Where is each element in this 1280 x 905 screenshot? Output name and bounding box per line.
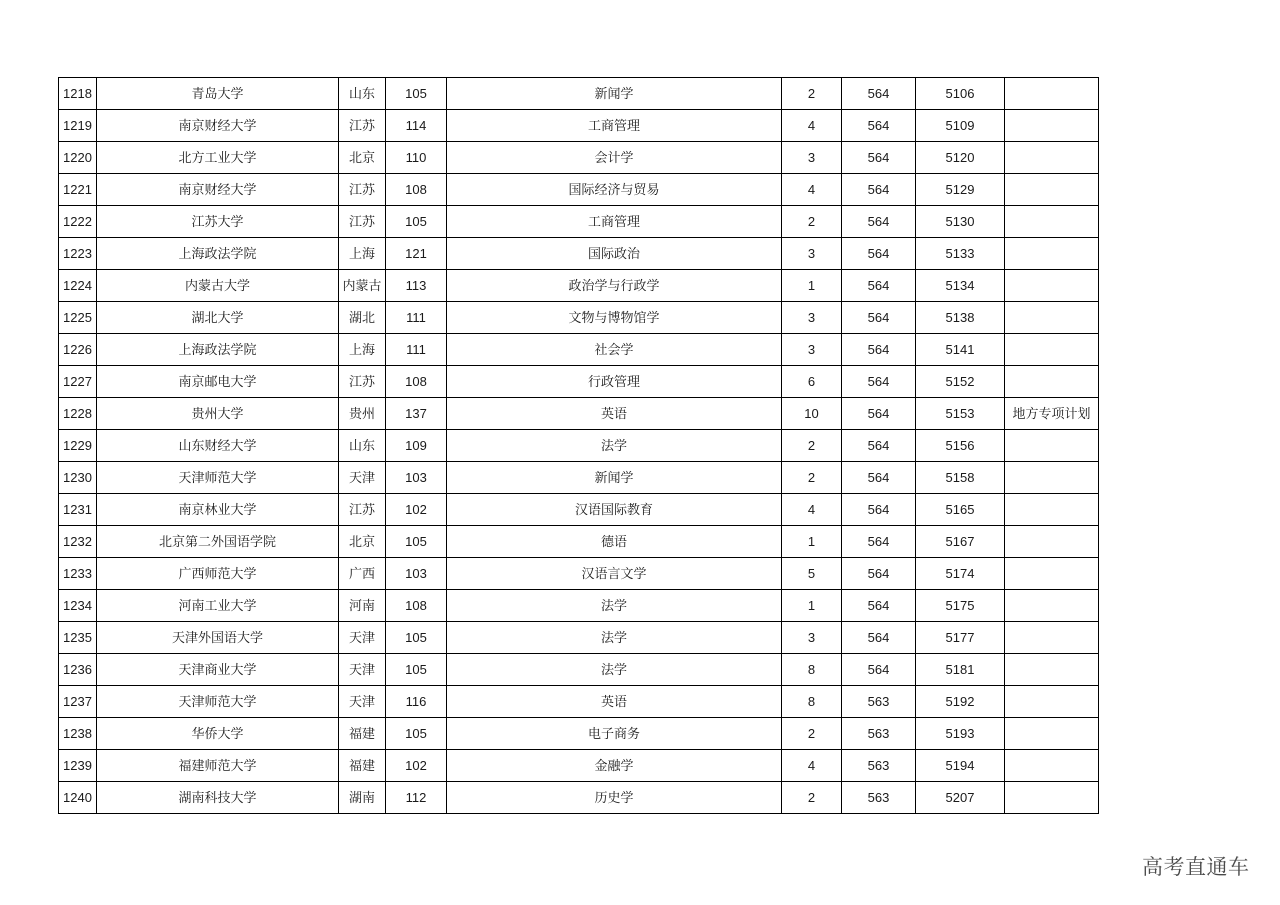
note-cell [1005,494,1099,526]
plan-count-cell: 10 [782,398,842,430]
major-cell: 汉语言文学 [447,558,782,590]
score-cell: 563 [842,686,916,718]
rank-cell: 5133 [916,238,1005,270]
school-name-cell: 北京第二外国语学院 [97,526,339,558]
row-number-cell: 1235 [59,622,97,654]
major-cell: 历史学 [447,782,782,814]
school-name-cell: 河南工业大学 [97,590,339,622]
table-body [59,78,1099,814]
rank-cell: 5106 [916,78,1005,110]
school-name-cell: 天津师范大学 [97,686,339,718]
score-cell: 564 [842,334,916,366]
score-cell: 563 [842,750,916,782]
table-row [59,590,1099,622]
note-cell [1005,590,1099,622]
score-cell: 564 [842,398,916,430]
code-cell: 108 [386,174,447,206]
major-cell: 英语 [447,398,782,430]
rank-cell: 5181 [916,654,1005,686]
major-cell: 文物与博物馆学 [447,302,782,334]
rank-cell: 5109 [916,110,1005,142]
note-cell [1005,238,1099,270]
score-cell: 564 [842,238,916,270]
score-cell: 564 [842,142,916,174]
table-row [59,782,1099,814]
table-row [59,686,1099,718]
plan-count-cell: 5 [782,558,842,590]
note-cell [1005,366,1099,398]
plan-count-cell: 4 [782,174,842,206]
province-cell: 山东 [339,430,386,462]
score-cell: 564 [842,366,916,398]
row-number-cell: 1221 [59,174,97,206]
note-cell [1005,558,1099,590]
plan-count-cell: 4 [782,110,842,142]
rank-cell: 5193 [916,718,1005,750]
code-cell: 102 [386,750,447,782]
rank-cell: 5141 [916,334,1005,366]
note-cell [1005,110,1099,142]
code-cell: 121 [386,238,447,270]
rank-cell: 5153 [916,398,1005,430]
row-number-cell: 1229 [59,430,97,462]
score-cell: 563 [842,782,916,814]
note-cell [1005,750,1099,782]
code-cell: 116 [386,686,447,718]
school-name-cell: 上海政法学院 [97,238,339,270]
plan-count-cell: 4 [782,750,842,782]
school-name-cell: 南京财经大学 [97,174,339,206]
score-cell: 564 [842,558,916,590]
table-row [59,142,1099,174]
admission-score-table [58,77,1099,814]
note-cell [1005,174,1099,206]
table-row [59,302,1099,334]
rank-cell: 5129 [916,174,1005,206]
table-row [59,238,1099,270]
row-number-cell: 1236 [59,654,97,686]
plan-count-cell: 3 [782,334,842,366]
major-cell: 工商管理 [447,110,782,142]
watermark-text: 高考直通车 [1142,856,1250,879]
row-number-cell: 1224 [59,270,97,302]
note-cell [1005,206,1099,238]
rank-cell: 5152 [916,366,1005,398]
note-cell [1005,430,1099,462]
rank-cell: 5174 [916,558,1005,590]
row-number-cell: 1240 [59,782,97,814]
province-cell: 福建 [339,750,386,782]
row-number-cell: 1219 [59,110,97,142]
plan-count-cell: 8 [782,686,842,718]
table-row [59,462,1099,494]
province-cell: 天津 [339,654,386,686]
plan-count-cell: 2 [782,718,842,750]
score-cell: 564 [842,590,916,622]
note-cell [1005,782,1099,814]
school-name-cell: 南京邮电大学 [97,366,339,398]
note-cell [1005,78,1099,110]
note-cell [1005,270,1099,302]
school-name-cell: 湖南科技大学 [97,782,339,814]
table-row [59,494,1099,526]
school-name-cell: 北方工业大学 [97,142,339,174]
code-cell: 105 [386,622,447,654]
school-name-cell: 广西师范大学 [97,558,339,590]
score-cell: 564 [842,270,916,302]
province-cell: 北京 [339,142,386,174]
table-row [59,558,1099,590]
plan-count-cell: 6 [782,366,842,398]
note-cell [1005,718,1099,750]
note-cell [1005,526,1099,558]
major-cell: 法学 [447,622,782,654]
province-cell: 上海 [339,334,386,366]
rank-cell: 5134 [916,270,1005,302]
row-number-cell: 1223 [59,238,97,270]
table-row [59,334,1099,366]
table-row [59,398,1099,430]
score-cell: 564 [842,526,916,558]
province-cell: 湖北 [339,302,386,334]
rank-cell: 5156 [916,430,1005,462]
table-row [59,526,1099,558]
code-cell: 112 [386,782,447,814]
score-cell: 563 [842,718,916,750]
major-cell: 金融学 [447,750,782,782]
note-cell [1005,334,1099,366]
school-name-cell: 天津外国语大学 [97,622,339,654]
school-name-cell: 天津商业大学 [97,654,339,686]
major-cell: 德语 [447,526,782,558]
province-cell: 天津 [339,462,386,494]
major-cell: 法学 [447,590,782,622]
row-number-cell: 1231 [59,494,97,526]
province-cell: 天津 [339,622,386,654]
score-cell: 564 [842,302,916,334]
province-cell: 江苏 [339,206,386,238]
code-cell: 113 [386,270,447,302]
table-row [59,718,1099,750]
row-number-cell: 1227 [59,366,97,398]
code-cell: 114 [386,110,447,142]
code-cell: 137 [386,398,447,430]
major-cell: 英语 [447,686,782,718]
rank-cell: 5207 [916,782,1005,814]
score-cell: 564 [842,206,916,238]
row-number-cell: 1237 [59,686,97,718]
row-number-cell: 1220 [59,142,97,174]
table-row [59,750,1099,782]
major-cell: 新闻学 [447,462,782,494]
rank-cell: 5194 [916,750,1005,782]
table-row [59,78,1099,110]
table-row [59,110,1099,142]
rank-cell: 5138 [916,302,1005,334]
note-cell [1005,686,1099,718]
rank-cell: 5177 [916,622,1005,654]
code-cell: 110 [386,142,447,174]
province-cell: 山东 [339,78,386,110]
row-number-cell: 1222 [59,206,97,238]
score-cell: 564 [842,430,916,462]
score-cell: 564 [842,110,916,142]
school-name-cell: 华侨大学 [97,718,339,750]
plan-count-cell: 2 [782,78,842,110]
rank-cell: 5130 [916,206,1005,238]
row-number-cell: 1232 [59,526,97,558]
major-cell: 法学 [447,430,782,462]
province-cell: 江苏 [339,366,386,398]
score-cell: 564 [842,654,916,686]
note-cell: 地方专项计划 [1005,398,1099,430]
code-cell: 111 [386,302,447,334]
plan-count-cell: 2 [782,462,842,494]
code-cell: 109 [386,430,447,462]
plan-count-cell: 4 [782,494,842,526]
province-cell: 广西 [339,558,386,590]
code-cell: 103 [386,558,447,590]
rank-cell: 5167 [916,526,1005,558]
major-cell: 新闻学 [447,78,782,110]
note-cell [1005,654,1099,686]
note-cell [1005,142,1099,174]
plan-count-cell: 2 [782,206,842,238]
code-cell: 105 [386,718,447,750]
plan-count-cell: 1 [782,590,842,622]
major-cell: 会计学 [447,142,782,174]
table-row [59,654,1099,686]
province-cell: 北京 [339,526,386,558]
note-cell [1005,302,1099,334]
rank-cell: 5175 [916,590,1005,622]
major-cell: 社会学 [447,334,782,366]
score-cell: 564 [842,494,916,526]
score-cell: 564 [842,78,916,110]
school-name-cell: 贵州大学 [97,398,339,430]
major-cell: 工商管理 [447,206,782,238]
row-number-cell: 1238 [59,718,97,750]
school-name-cell: 青岛大学 [97,78,339,110]
province-cell: 江苏 [339,174,386,206]
row-number-cell: 1218 [59,78,97,110]
plan-count-cell: 3 [782,238,842,270]
major-cell: 电子商务 [447,718,782,750]
code-cell: 108 [386,366,447,398]
school-name-cell: 上海政法学院 [97,334,339,366]
plan-count-cell: 3 [782,302,842,334]
province-cell: 天津 [339,686,386,718]
row-number-cell: 1230 [59,462,97,494]
rank-cell: 5192 [916,686,1005,718]
row-number-cell: 1234 [59,590,97,622]
school-name-cell: 江苏大学 [97,206,339,238]
note-cell [1005,622,1099,654]
rank-cell: 5120 [916,142,1005,174]
plan-count-cell: 3 [782,622,842,654]
table-row [59,366,1099,398]
major-cell: 政治学与行政学 [447,270,782,302]
province-cell: 湖南 [339,782,386,814]
plan-count-cell: 1 [782,526,842,558]
score-cell: 564 [842,462,916,494]
rank-cell: 5158 [916,462,1005,494]
table-row [59,174,1099,206]
school-name-cell: 山东财经大学 [97,430,339,462]
plan-count-cell: 3 [782,142,842,174]
table-row [59,430,1099,462]
major-cell: 国际经济与贸易 [447,174,782,206]
plan-count-cell: 1 [782,270,842,302]
major-cell: 法学 [447,654,782,686]
table-row [59,622,1099,654]
score-cell: 564 [842,622,916,654]
plan-count-cell: 2 [782,782,842,814]
school-name-cell: 南京财经大学 [97,110,339,142]
major-cell: 行政管理 [447,366,782,398]
code-cell: 111 [386,334,447,366]
province-cell: 上海 [339,238,386,270]
row-number-cell: 1226 [59,334,97,366]
plan-count-cell: 2 [782,430,842,462]
school-name-cell: 南京林业大学 [97,494,339,526]
score-cell: 564 [842,174,916,206]
major-cell: 汉语国际教育 [447,494,782,526]
table-row [59,206,1099,238]
note-cell [1005,462,1099,494]
code-cell: 103 [386,462,447,494]
table-row [59,270,1099,302]
school-name-cell: 内蒙古大学 [97,270,339,302]
school-name-cell: 福建师范大学 [97,750,339,782]
row-number-cell: 1228 [59,398,97,430]
code-cell: 105 [386,654,447,686]
province-cell: 江苏 [339,110,386,142]
major-cell: 国际政治 [447,238,782,270]
code-cell: 108 [386,590,447,622]
row-number-cell: 1233 [59,558,97,590]
row-number-cell: 1225 [59,302,97,334]
code-cell: 105 [386,206,447,238]
province-cell: 江苏 [339,494,386,526]
school-name-cell: 天津师范大学 [97,462,339,494]
code-cell: 105 [386,78,447,110]
province-cell: 内蒙古 [339,270,386,302]
province-cell: 贵州 [339,398,386,430]
school-name-cell: 湖北大学 [97,302,339,334]
code-cell: 105 [386,526,447,558]
province-cell: 河南 [339,590,386,622]
row-number-cell: 1239 [59,750,97,782]
province-cell: 福建 [339,718,386,750]
code-cell: 102 [386,494,447,526]
rank-cell: 5165 [916,494,1005,526]
plan-count-cell: 8 [782,654,842,686]
